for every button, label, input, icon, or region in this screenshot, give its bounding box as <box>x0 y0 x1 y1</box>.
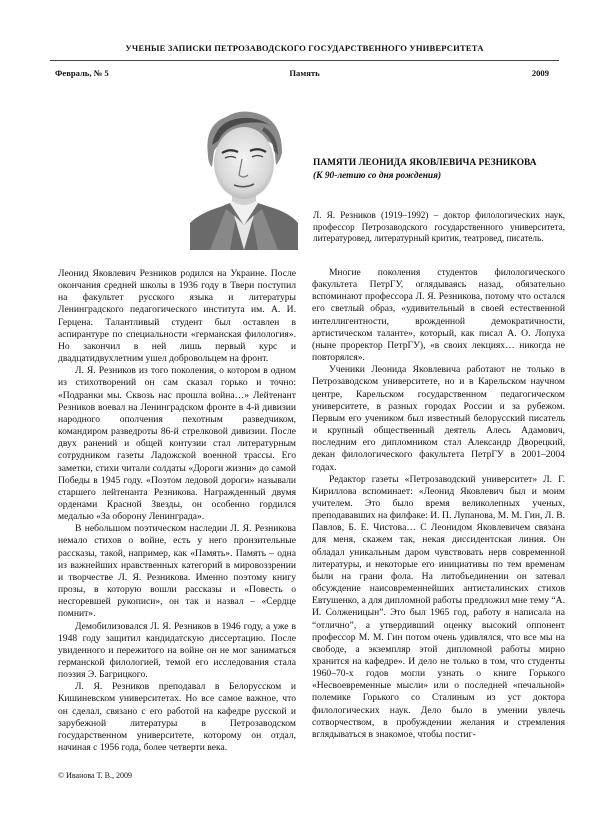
article-abstract: Л. Я. Резников (1919–1992) – доктор филологических наук, профессор Петрозаводского государственного университета, литературовед, литературный критик, театровед, писатель. <box>313 210 565 244</box>
article-subtitle: (К 90-летию со дня рождения) <box>313 171 442 181</box>
section-label: Память <box>289 68 320 78</box>
paragraph: Редактор газеты «Петрозаводский университет» Л. Г. Кириллова вспоминает: «Леонид Яковлевич был и моим учителем. Это было время великолепных ученых, преподававших на филфаке: И. П. Лупанова, М. М. Гин, Л. В. Павлов, Б. Е. Чистова… С Леонидом Яковлевичем связана для меня, скажем так, некая диссидентская линия. Он обладал уникальным даром чувствовать нерв современной литературы, и некоторые его инициативы по тем временам были на грани фола. На литобъединении он затевал обсуждение наисовременнейших антисталинских стихов Евтушенко, а для дипломной работы предложил мне тему “А. И. Солженицын”. Это был 1965 год, работу я написала на “отлично”, а утвердивший оценку высокий оппонент профессор М. М. Гин потом очень удивлялся, что все мы на свободе, а экземпляр этой дипломной работы мирно хранится на кафедре». И дело не только в том, что студенты 1960–70-х годов могли узнать о книге Горького «Несвоевременные мысли» или о последней «печальной» полемике Горького со Сталиным из уст доктора филологических наук. Дело было в умении увлечь сотворчеством, в пробуждении желания и стремления вглядываться в знакомое, чтобы постиг- <box>312 473 565 740</box>
left-column <box>58 268 296 754</box>
paragraph: Многие поколения студентов филологического факультета ПетрГУ, оглядываясь назад, обязательно вспоминают профессора Л. Я. Резникова, потому что остался его светлый образ, «удивительный в своей естественной интеллигентности, врожденной демократичности, артистическом таланте», который, как писал А. О. Лопуха (ныне проректор ПетрГУ), «в своих лекциях… никогда не повторялся». <box>312 267 565 364</box>
year-label: 2009 <box>531 68 549 78</box>
paragraph: Л. Я. Резников из того поколения, о котором в одном из стихотворений он сам сказал горько и точно: «Подранки мы. Сквозь нас прошла война…» Лейтенант Резников воевал на Ленинградском фронте в 4-й дивизии народного ополчения пехотным разведчиком, командиром разведроты 86-й стрелковой дивизии. После двух ранений и общей контузии стал литературным сотрудником газеты Ладожской военной трассы. Его заметки, стихи читали солдаты «Дороги жизни» до самой Победы в 1945 году. «Поэтом ледовой дороги» называли старшего лейтенанта Резникова. Награжденный двумя орденами Красной Звезды, он особенно гордился медалью «За оборону Ленинграда». <box>58 365 296 523</box>
portrait-image-icon <box>190 105 298 250</box>
portrait-photo <box>190 105 298 250</box>
paragraph: Л. Я. Резников преподавал в Белорусском и Кишиневском университетах. Но все самое важное, что он сделал, связано с его работой на кафедре русской и зарубежной литературы в Петрозаводском государственном университете, которому он отдал, начиная с 1956 года, более четверти века. <box>58 681 296 754</box>
journal-title: УЧЕНЫЕ ЗАПИСКИ ПЕТРОЗАВОДСКОГО ГОСУДАРСТВЕННОГО УНИВЕРСИТЕТА <box>125 43 484 53</box>
right-column <box>312 267 565 741</box>
paragraph: Ученики Леонида Яковлевича работают не только в Петрозаводском университете, но и в Карельском научном центре, Карельском государственном педагогическом университете, в разных городах России и за рубежом. Первым его учеником был известный белорусский писатель и крупный общественный деятель Алесь Адамович, последним его дипломником стал Александр Дворецкий, декан филологического факультета ПетрГУ в 2001–2004 годах. <box>312 364 565 473</box>
paragraph: Леонид Яковлевич Резников родился на Украине. После окончания средней школы в 1936 году в Твери поступил на факультет русского языка и литературы Ленинградского педагогического института им. А. И. Герцена. Талантливый студент был оставлен в аспирантуре по специальности «германская филология». Но закончил в ней лишь первый курс и двадцатидвухлетним ушел добровольцем на фронт. <box>58 268 296 365</box>
header-rule <box>50 60 559 61</box>
copyright-notice: © Иванова Т. В., 2009 <box>58 771 133 780</box>
article-title: ПАМЯТИ ЛЕОНИДА ЯКОВЛЕВИЧА РЕЗНИКОВА <box>313 158 537 168</box>
issue-label: Февраль, № 5 <box>55 68 109 78</box>
paragraph: Демобилизовался Л. Я. Резников в 1946 году, а уже в 1948 году защитил кандидатскую диссертацию. После увиденного и пережитого на войне он не мог заниматься германской филологией, темой его исследования стала поэзия Э. Багрицкого. <box>58 620 296 681</box>
paragraph: В небольшом поэтическом наследии Л. Я. Резникова немало стихов о войне, есть у него пронзительные рассказы, такой, например, как «Память». Память – одна из важнейших нравственных категорий в мировоззрении и творчестве Л. Я. Резникова. Именно поэтому книгу прозы, в которую вошли рассказы и «Повесть о несгоревшей рукописи», он так и назвал – «Сердце помнит». <box>58 523 296 620</box>
